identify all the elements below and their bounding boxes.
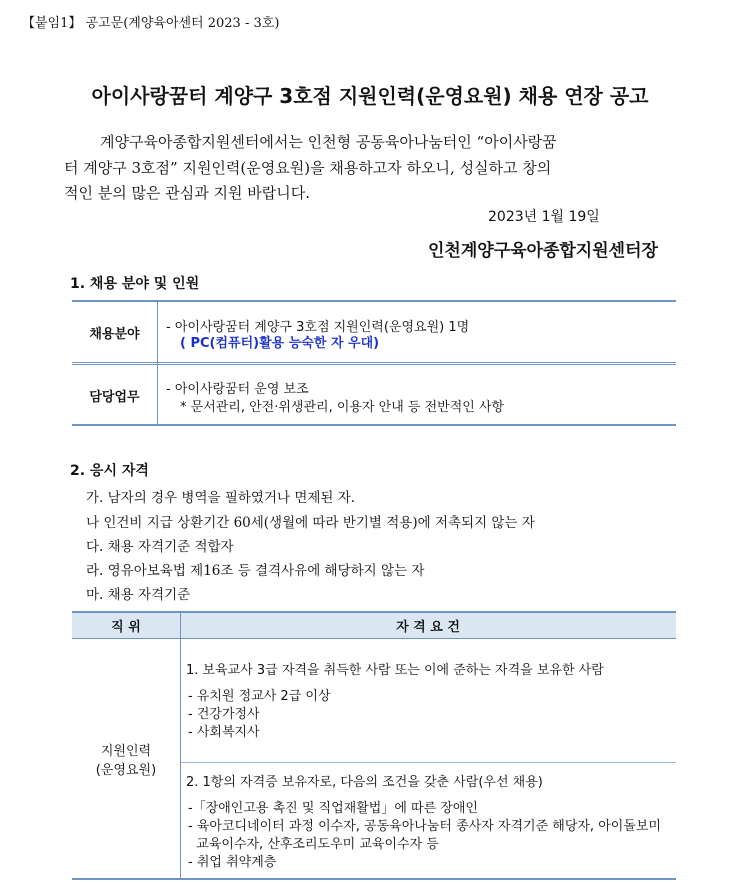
page-title: 아이사랑꿈터 계양구 3호점 지원인력(운영요원) 채용 연장 공고 (91, 84, 649, 108)
table-rule (72, 638, 676, 639)
intro-line: 적인 분의 많은 관심과 지원 바랍니다. (64, 184, 310, 202)
intro-line: 계양구육아종합지원센터에서는 인천형 공동육아나눔터인 “아이사랑꿈 (100, 133, 557, 151)
table-rule (180, 612, 181, 878)
list-item: 가. 남자의 경우 병역을 필하였거나 면제된 자. (86, 490, 356, 506)
table-rule (180, 762, 676, 763)
requirement-item: - 건강가정사 (188, 707, 260, 722)
position-name: (운영요원) (95, 763, 157, 778)
list-item: 라. 영유아보육법 제16조 등 결격사유에 해당하지 않는 자 (86, 563, 425, 579)
table-rule (72, 300, 676, 302)
table-row-label: 담당업무 (89, 390, 140, 405)
table-rule (72, 878, 676, 880)
highlight-note: ( PC(컴퓨터)활용 능숙한 자 우대) (180, 336, 380, 351)
requirement-item: 교육이수자, 산후조리도우미 교육이수자 등 (188, 837, 439, 852)
list-item: 나 인건비 지급 상환기간 60세(생월에 따라 반기별 적용)에 저촉되지 않는 자 (86, 515, 535, 531)
table-rule (72, 424, 676, 426)
table-cell-text: - 아이사랑꿈터 운영 보조 (166, 382, 309, 397)
list-item: 마. 채용 자격기준 (86, 587, 191, 603)
section-heading: 1. 채용 분야 및 인원 (70, 276, 200, 292)
requirement-item: - 사회복지사 (188, 725, 260, 740)
table-header-requirements: 자 격 요 건 (396, 620, 460, 635)
table-cell-text: - 아이사랑꿈터 계양구 3호점 지원인력(운영요원) 1명 (166, 320, 470, 335)
table-rule (72, 364, 676, 365)
table-row-label: 채용분야 (89, 327, 140, 342)
attachment-label: 【붙임1】 공고문(계양육아센터 2023 - 3호) (22, 16, 280, 31)
section-heading: 2. 응시 자격 (70, 463, 149, 479)
requirement-title: 1. 보육교사 3급 자격을 취득한 사람 또는 이에 준하는 자격을 보유한 사람 (186, 663, 604, 678)
position-name: 지원인력 (100, 744, 152, 759)
requirement-item: - 유치원 정교사 2급 이상 (188, 689, 331, 704)
requirement-item: - 취업 취약계층 (188, 855, 277, 870)
requirement-item: - 육아코디네이터 과정 이수자, 공동육아나눔터 종사자 자격기준 해당자, 아이돌보미 (188, 819, 661, 834)
requirement-title: 2. 1항의 자격증 보유자로, 다음의 조건을 갖춘 사람(우선 채용) (186, 775, 543, 790)
table-cell-text: * 문서관리, 안전·위생관리, 이용자 안내 등 전반적인 사항 (180, 400, 505, 415)
issuer-name: 인천계양구육아종합지원센터장 (428, 241, 658, 261)
table-rule (157, 301, 158, 425)
announcement-date: 2023년 1월 19일 (488, 209, 600, 225)
requirement-item: -「장애인고용 촉진 및 직업재활법」에 따른 장애인 (188, 801, 478, 816)
table-header-position: 직 위 (111, 620, 141, 635)
list-item: 다. 채용 자격기준 적합자 (86, 539, 234, 555)
table-rule (72, 362, 676, 363)
table-rule (72, 611, 676, 613)
intro-line: 터 계양구 3호점” 지원인력(운영요원)을 채용하고자 하오니, 성실하고 창의 (64, 159, 552, 177)
